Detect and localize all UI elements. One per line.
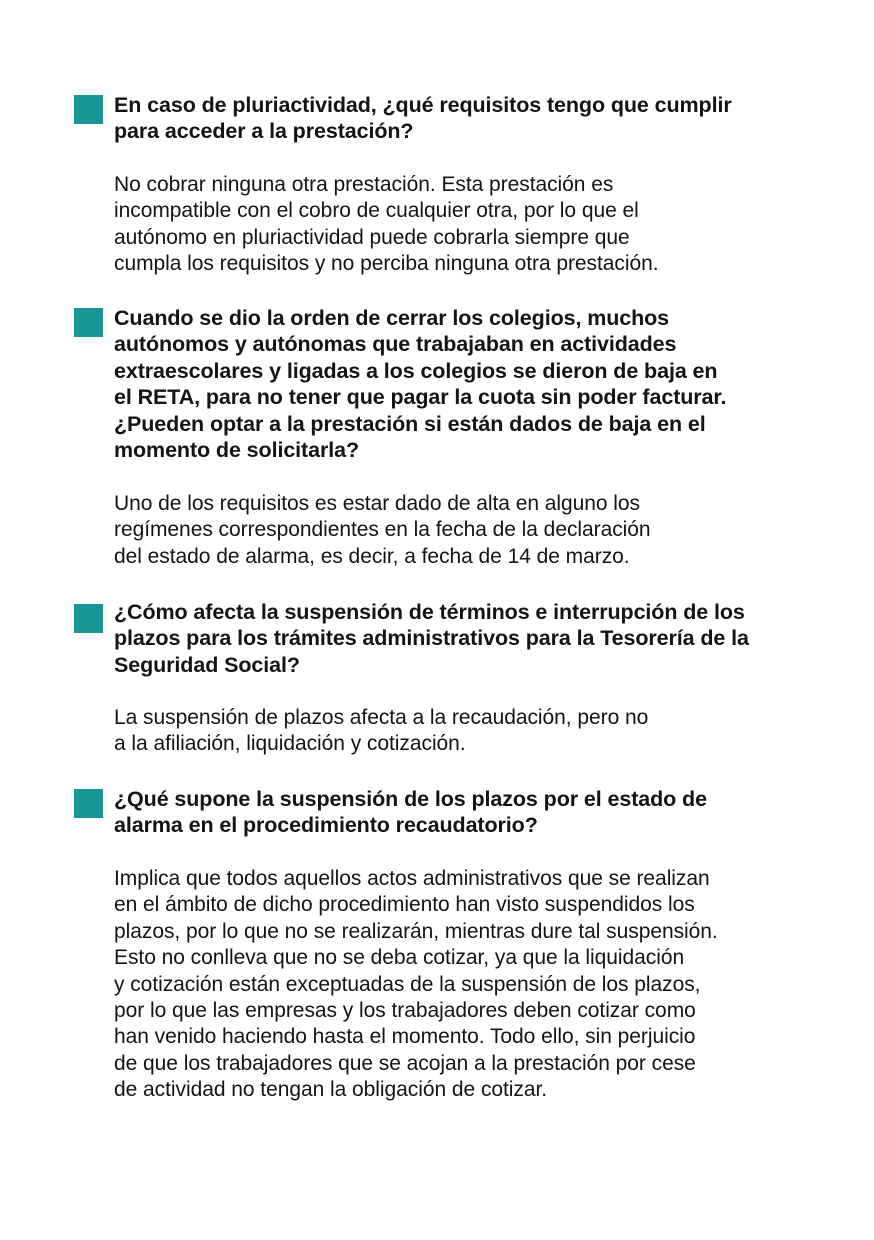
faq-answer: No cobrar ninguna otra prestación. Esta prestación es incompatible con el cobro de cualquier otra, por lo que el autónomo en pluriactividad puede cobrarla siempre que cumpla los requisitos y no perciba ninguna otra prestación.	[114, 173, 659, 276]
faq-question: En caso de pluriactividad, ¿qué requisitos tengo que cumplir para acceder a la prestación?	[114, 93, 732, 144]
faq-question: Cuando se dio la orden de cerrar los colegios, muchos autónomos y autónomas que trabajaban en actividades extraescolares y ligadas a los colegios se dieron de baja en el RETA, para no tener que pagar la cuota sin poder facturar. ¿Pueden optar a la prestación si están dados de baja en el momento de solicitarla?	[114, 306, 727, 463]
faq-answer: Uno de los requisitos es estar dado de alta en alguno los regímenes correspondientes en la fecha de la declaración del estado de alarma, es decir, a fecha de 14 de marzo.	[114, 492, 651, 568]
faq-answer: La suspensión de plazos afecta a la recaudación, pero no a la afiliación, liquidación y cotización.	[114, 706, 649, 756]
square-bullet-icon	[74, 789, 103, 818]
faq-question: ¿Cómo afecta la suspensión de términos e interrupción de los plazos para los trámites administrativos para la Tesorería de la Seguridad Social?	[114, 600, 749, 677]
faq-answer: Implica que todos aquellos actos administrativos que se realizan en el ámbito de dicho procedimiento han visto suspendidos los plazos, por lo que no se realizarán, mientras dure tal suspensión. Esto no conlleva que no se deba cotizar, ya que la liquidación y cotización están exceptuadas de la suspensión de los plazos, por lo que las empresas y los trabajadores deben cotizar como han venido haciendo hasta el momento. Todo ello, sin perjuicio de que los trabajadores que se acojan a la prestación por cese de actividad no tengan la obligación de cotizar.	[114, 867, 718, 1102]
square-bullet-icon	[74, 95, 103, 124]
square-bullet-icon	[74, 604, 103, 633]
faq-question: ¿Qué supone la suspensión de los plazos por el estado de alarma en el procedimiento recaudatorio?	[114, 787, 707, 838]
square-bullet-icon	[74, 308, 103, 337]
